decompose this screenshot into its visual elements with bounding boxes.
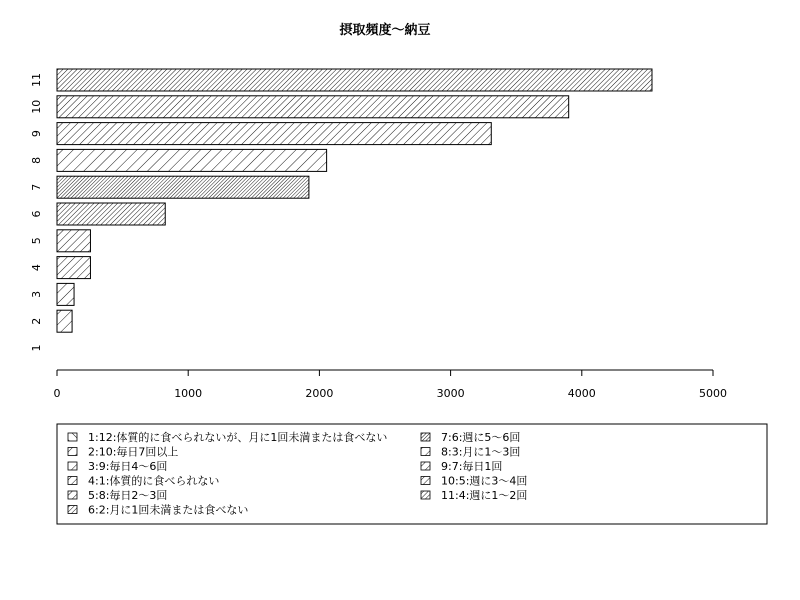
bar-10 xyxy=(57,96,569,118)
legend-swatch-8 xyxy=(421,448,430,456)
bar-8 xyxy=(57,149,327,171)
x-tick-label-2000: 2000 xyxy=(305,387,334,400)
y-axis xyxy=(30,73,43,352)
bar-6 xyxy=(57,203,165,225)
legend-label-11: 11:4:週に1〜2回 xyxy=(441,489,528,502)
x-tick-label-3000: 3000 xyxy=(436,387,465,400)
bar-4 xyxy=(57,257,90,279)
y-tick-label-7: 7 xyxy=(30,183,43,191)
plot-area xyxy=(57,69,652,332)
bar-5 xyxy=(57,230,90,252)
legend-label-3: 3:9:毎日4〜6回 xyxy=(88,460,168,473)
y-tick-label-2: 2 xyxy=(30,317,43,325)
y-tick-label-9: 9 xyxy=(30,130,43,138)
x-tick-label-0: 0 xyxy=(53,387,61,400)
y-tick-label-10: 10 xyxy=(30,99,43,114)
legend xyxy=(57,424,767,524)
legend-label-4: 4:1:体質的に食べられない xyxy=(88,474,220,488)
y-tick-label-8: 8 xyxy=(30,156,43,164)
bar-3 xyxy=(57,283,74,305)
x-tick-label-4000: 4000 xyxy=(567,387,596,400)
legend-swatch-9 xyxy=(421,462,430,470)
chart-title: 摂取頻度〜納豆 xyxy=(339,23,431,38)
legend-label-9: 9:7:毎日1回 xyxy=(441,460,503,473)
y-tick-label-6: 6 xyxy=(30,210,43,218)
legend-swatch-6 xyxy=(68,506,77,514)
legend-label-6: 6:2:月に1回未満または食べない xyxy=(88,503,249,517)
y-tick-label-3: 3 xyxy=(30,290,43,298)
legend-swatch-10 xyxy=(421,477,430,485)
x-tick-label-5000: 5000 xyxy=(699,387,727,400)
legend-label-7: 7:6:週に5〜6回 xyxy=(441,431,521,444)
bar-7 xyxy=(57,176,309,198)
legend-swatch-2 xyxy=(68,448,77,456)
legend-label-2: 2:10:毎日7回以上 xyxy=(88,445,179,459)
bar-11 xyxy=(57,69,652,91)
legend-swatch-4 xyxy=(68,477,77,485)
legend-swatch-3 xyxy=(68,462,77,470)
legend-swatch-5 xyxy=(68,491,77,499)
x-tick-label-1000: 1000 xyxy=(174,387,203,400)
legend-label-1: 1:12:体質的に食べられないが、月に1回未満または食べない xyxy=(88,431,388,444)
y-tick-label-1: 1 xyxy=(30,344,43,352)
legend-swatch-11 xyxy=(421,491,430,499)
legend-label-8: 8:3:月に1〜3回 xyxy=(441,445,521,459)
bar-2 xyxy=(57,310,72,332)
legend-label-5: 5:8:毎日2〜3回 xyxy=(88,489,168,502)
bar-9 xyxy=(57,123,491,145)
legend-label-10: 10:5:週に3〜4回 xyxy=(441,474,528,488)
legend-swatch-7 xyxy=(421,433,430,441)
y-tick-label-11: 11 xyxy=(30,73,43,87)
legend-swatch-1 xyxy=(68,433,77,441)
y-tick-label-4: 4 xyxy=(30,264,43,272)
x-axis xyxy=(54,370,728,400)
y-tick-label-5: 5 xyxy=(30,237,43,245)
